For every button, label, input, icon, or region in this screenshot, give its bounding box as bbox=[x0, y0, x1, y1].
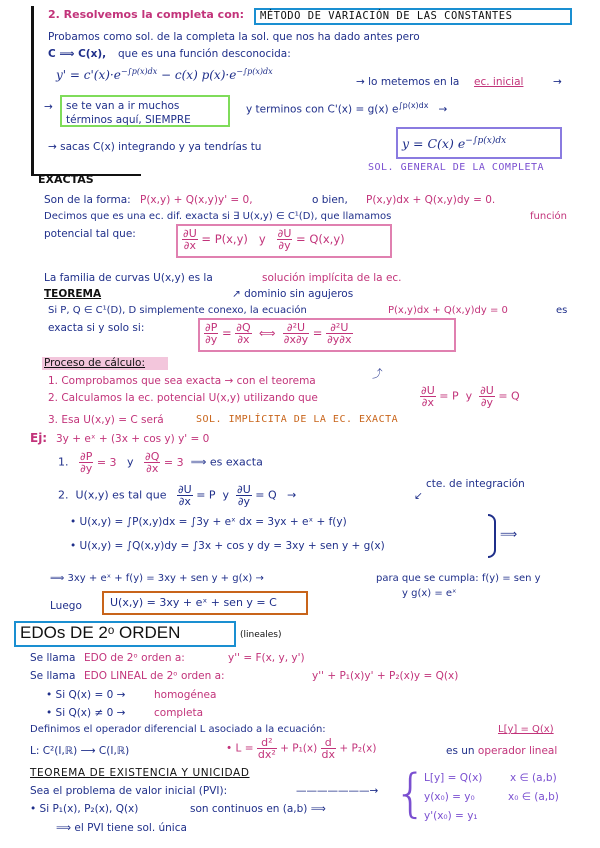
ex-line1b: P(x,y) + Q(x,y)y' = 0, bbox=[140, 194, 253, 206]
ex-brace-arrow: ⟹ bbox=[500, 527, 518, 541]
o2-b2a: • Si Q(x) ≠ 0 → bbox=[46, 707, 126, 719]
ex-step1: 1. $\frac{\partial P}{\partial y}$ = 3 y $\frac{\partial Q}{\partial x}$ = 3 ⟹ es exacta bbox=[58, 450, 263, 475]
orden2-title-note: (lineales) bbox=[240, 630, 282, 640]
s2-arrow-left: → bbox=[44, 101, 53, 113]
exactas-title: EXACTAS bbox=[38, 173, 94, 186]
s2-line2a: C ⟹ C(x), bbox=[48, 48, 107, 60]
ej-eq: 3y + eˣ + (3x + cos y) y' = 0 bbox=[56, 433, 210, 445]
ex-step5a: ⟹ 3xy + eˣ + f(y) = 3xy + sen y + g(x) → bbox=[50, 573, 264, 584]
o2-t2a: • Si P₁(x), P₂(x), Q(x) bbox=[30, 803, 139, 815]
final-box-eq: U(x,y) = 3xy + eˣ + sen y = C bbox=[110, 596, 277, 609]
o2-line1a: Se llama bbox=[30, 652, 76, 664]
ex-step5b: para que se cumpla: f(y) = sen y bbox=[376, 573, 541, 584]
o2-t2b: son continuos en (a,b) ⟹ bbox=[190, 803, 326, 815]
o2-sys1: L[y] = Q(x) bbox=[424, 772, 483, 784]
proc-step1: 1. Comprobamos que sea exacta → con el teorema bbox=[48, 375, 316, 387]
o2-sys2r: x₀ ∈ (a,b) bbox=[508, 791, 559, 803]
ex-step3: • U(x,y) = ∫P(x,y)dx = ∫3y + eˣ dx = 3yx + eˣ + f(y) bbox=[70, 516, 347, 528]
proc-step2a: 2. Calculamos la ec. potencial U(x,y) utilizando que bbox=[48, 392, 318, 404]
o2-t3: ⟹ el PVI tiene sol. única bbox=[56, 822, 187, 834]
o2-line2b: EDO LINEAL de 2ᵒ orden a: bbox=[84, 670, 225, 682]
ex-teo-l1a: Si P, Q ∈ C¹(D), D simplemente conexo, la ecuación bbox=[48, 305, 307, 316]
luego-label: Luego bbox=[50, 600, 82, 612]
o2-t1: Sea el problema de valor inicial (PVI): bbox=[30, 785, 228, 797]
o2-line4c: es un operador lineal bbox=[446, 745, 558, 757]
ex-line3: potencial tal que: bbox=[44, 228, 136, 240]
sol-label: SOL. GENERAL DE LA COMPLETA bbox=[368, 162, 545, 173]
ex-line4a: La familia de curvas U(x,y) es la bbox=[44, 272, 213, 284]
ex-teo-l2: exacta si y solo si: bbox=[48, 322, 145, 334]
ex-step4: • U(x,y) = ∫Q(x,y)dy = ∫3x + cos y dy = 3xy + sen y + g(x) bbox=[70, 540, 385, 552]
ex-teo-l1c: es bbox=[556, 305, 568, 316]
o2-line4a: L: C²(I,ℝ) ⟶ C(I,ℝ) bbox=[30, 745, 130, 757]
margin-bar bbox=[31, 6, 34, 174]
ex-teo-title: TEOREMA bbox=[44, 288, 102, 300]
method-title: MÉTODO DE VARIACIÓN DE LAS CONSTANTES bbox=[260, 10, 513, 22]
s2-line2b: que es una función desconocida: bbox=[118, 48, 291, 60]
ex-line1a: Son de la forma: bbox=[44, 194, 131, 206]
ex-step2-note-arrow: ↙ bbox=[414, 490, 423, 502]
o2-line4b: • L = $\frac{\text{d²}}{\text{dx²}}$ + P₁(x) $\frac{d}{dx}$ + P₂(x) bbox=[226, 736, 377, 761]
note-box-text: se te van a ir muchos términos aquí, SIEMPRE bbox=[66, 100, 191, 127]
o2-line2a: Se llama bbox=[30, 670, 76, 682]
s2-line3b: ec. inicial bbox=[474, 76, 524, 88]
proc-step3a: 3. Esa U(x,y) = C será bbox=[48, 414, 164, 426]
ex-line2a: Decimos que es una ec. dif. exacta si ∃ U(x,y) ∈ C¹(D), que llamamos bbox=[44, 211, 392, 222]
o2-sys1r: x ∈ (a,b) bbox=[510, 772, 557, 784]
ex-step5c: y g(x) = eˣ bbox=[402, 588, 457, 599]
o2-teo-title: TEOREMA DE EXISTENCIA Y UNICIDAD bbox=[30, 767, 250, 779]
o2-sys-brace: { bbox=[394, 764, 428, 824]
ex-line2b: función bbox=[530, 211, 567, 222]
ex-teo-l1b: P(x,y)dx + Q(x,y)dy = 0 bbox=[388, 305, 508, 316]
o2-sys3: y'(x₀) = y₁ bbox=[424, 810, 478, 822]
sol-box-eq: y = C(x) $e^{-\int p(x)dx}$ bbox=[402, 136, 507, 152]
proc-step3b: SOL. IMPLÍCITA DE LA EC. EXACTA bbox=[196, 414, 399, 425]
o2-b1a: • Si Q(x) = 0 → bbox=[46, 689, 126, 701]
o2-line1b: EDO de 2ᵒ orden a: bbox=[84, 652, 185, 664]
potential-box-eq: $\frac{\partial U}{\partial x}$ = P(x,y) y $\frac{\partial U}{\partial y}$ = Q(x,y) bbox=[183, 227, 345, 252]
ex-line4b: solución implícita de la ec. bbox=[262, 272, 402, 284]
s2-eq-main: $y' = c'(x)\cdot e^{-\int p(x)dx} - c(x)$ $p(x)\cdot e^{-\int p(x)dx}$ bbox=[56, 67, 273, 82]
o2-b1b: homogénea bbox=[154, 689, 217, 701]
ex-step2-note: cte. de integración bbox=[426, 478, 525, 490]
o2-sys2: y(x₀) = y₀ bbox=[424, 791, 475, 803]
o2-line2c: y'' + P₁(x)y' + P₂(x)y = Q(x) bbox=[312, 670, 459, 682]
s2-arrow-end: → bbox=[553, 76, 562, 88]
s2-line4: y terminos con C'(x) = g(x) $e^{\int p(x)dx}$ → bbox=[246, 101, 448, 116]
ex-teo-note: ↗ dominio sin agujeros bbox=[232, 288, 354, 300]
section2-heading: 2. Resolvemos la completa con: bbox=[48, 8, 244, 21]
o2-t1-arrow: ———————→ bbox=[296, 785, 379, 797]
s2-line3a: → lo metemos en la bbox=[356, 76, 460, 88]
ej-label: Ej: bbox=[30, 431, 48, 445]
theorem-box-eq: $\frac{\partial P}{\partial y}$ = $\frac{\partial Q}{\partial x}$ ⟺ $\frac{\text{∂²U}}{\partial x\partial y}$ = $\frac{\text{∂²U}}{\partial y\partial x}$ bbox=[205, 321, 352, 346]
ex-line1c: o bien, bbox=[312, 194, 348, 206]
ex-brace bbox=[488, 514, 496, 558]
ex-step2: 2. U(x,y) es tal que $\frac{\partial U}{\partial x}$ = P y $\frac{\partial U}{\partial y}$ = Q → bbox=[58, 483, 297, 508]
proc-step2b: $\frac{\partial U}{\partial x}$ = P y $\frac{\partial U}{\partial y}$ = Q bbox=[421, 384, 520, 409]
s2-line5: → sacas C(x) integrando y ya tendrías tu bbox=[48, 141, 262, 153]
proc-step1-hook: ⤴ bbox=[372, 368, 383, 380]
ex-line1d: P(x,y)dx + Q(x,y)dy = 0. bbox=[366, 194, 496, 206]
ex-teo-note-text: dominio sin agujeros bbox=[244, 288, 354, 300]
o2-b2b: completa bbox=[154, 707, 204, 719]
o2-line3a: Definimos el operador diferencial L asociado a la ecuación: bbox=[30, 724, 326, 735]
o2-line1c: y'' = F(x, y, y') bbox=[228, 652, 305, 664]
o2-line3b: L[y] = Q(x) bbox=[498, 724, 554, 735]
o2-line4c-highlight: operador lineal bbox=[477, 745, 558, 757]
s2-line1: Probamos como sol. de la completa la sol. que nos ha dado antes pero bbox=[48, 31, 420, 43]
proc-title: Proceso de cálculo: bbox=[44, 357, 146, 369]
orden2-title: EDOs DE 2ᵒ ORDEN bbox=[20, 623, 181, 642]
